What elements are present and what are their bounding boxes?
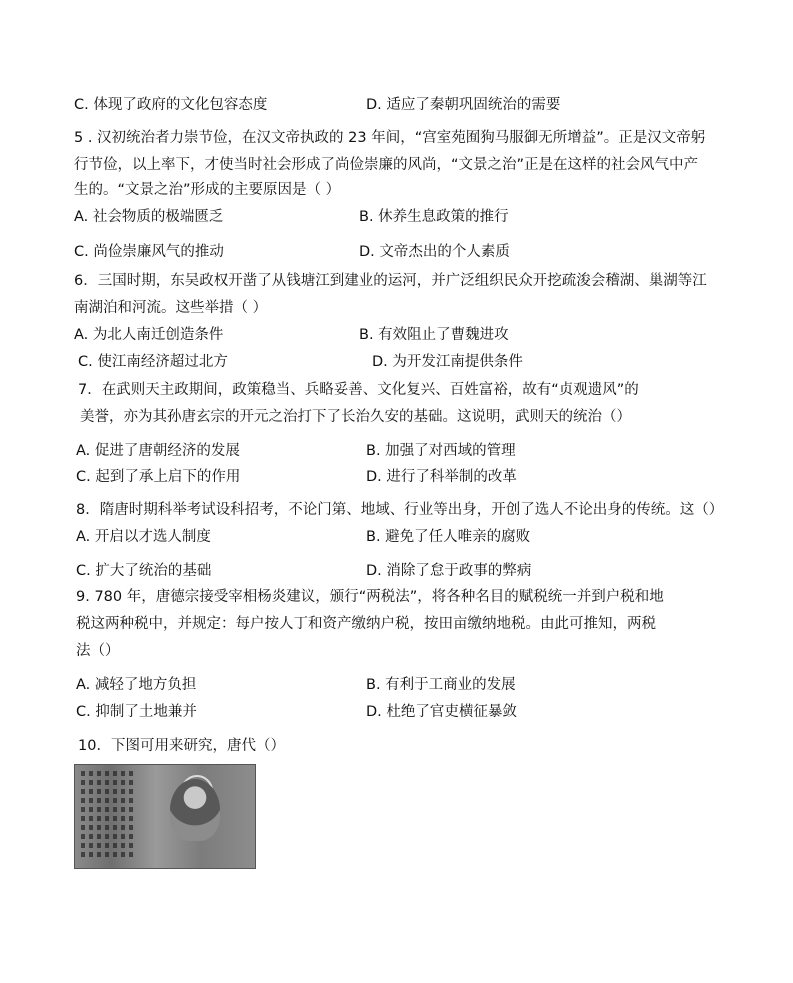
q4-option-c: C. 体现了政府的文化包容态度	[74, 97, 268, 113]
q6-option-a: A. 为北人南迁创造条件	[74, 327, 224, 343]
q7-option-a: A. 促进了唐朝经济的发展	[76, 443, 240, 459]
q9-option-c: C. 抑制了土地兼并	[76, 704, 197, 720]
q5-stem-line-2: 行节俭，以上率下，才使当时社会形成了尚俭崇廉的风尚，“文景之治”正是在这样的社会风气中产	[74, 157, 699, 173]
q9-stem-line-2: 税这两种税中，并规定：每户按人丁和资产缴纳户税，按田亩缴纳地税。由此可推知，两税	[76, 616, 656, 632]
q8-option-b: B. 避免了任人唯亲的腐败	[366, 529, 531, 545]
q6-option-c: C. 使江南经济超过北方	[78, 354, 228, 370]
q9-option-d: D. 杜绝了官吏横征暴敛	[366, 704, 517, 720]
q7-option-d: D. 进行了科举制的改革	[366, 469, 517, 485]
q5-option-d: D. 文帝杰出的个人素质	[359, 244, 510, 260]
q4-option-d: D. 适应了秦朝巩固统治的需要	[366, 97, 561, 113]
q6-stem-line-2: 南湖泊和河流。这些举措（ ）	[74, 300, 268, 316]
engraved-print-image	[74, 764, 256, 869]
q5-option-b: B. 休养生息政策的推行	[359, 209, 509, 225]
q8-option-d: D. 消除了怠于政事的弊病	[366, 563, 532, 579]
q7-option-c: C. 起到了承上启下的作用	[76, 469, 241, 485]
q5-option-a: A. 社会物质的极端匮乏	[74, 209, 224, 225]
q8-option-a: A. 开启以才选人制度	[76, 529, 211, 545]
q7-stem-line-1: 7．在武则天主政期间，政策稳当、兵略妥善、文化复兴、百姓富裕，故有“贞观遗风”的	[78, 382, 639, 398]
q9-stem-line-1: 9. 780 年，唐德宗接受宰相杨炎建议，颁行“两税法”，将各种名目的赋税统一并到户税和地	[76, 589, 664, 605]
seated-figure-icon	[170, 779, 220, 841]
q10-stem-line-1: 10．下图可用来研究，唐代（）	[78, 738, 285, 754]
q9-option-a: A. 减轻了地方负担	[76, 677, 197, 693]
q9-option-b: B. 有利于工商业的发展	[366, 677, 516, 693]
q8-option-c: C. 扩大了统治的基础	[76, 563, 212, 579]
q6-option-d: D. 为开发江南提供条件	[372, 354, 523, 370]
q5-stem-line-3: 生的。“文景之治”形成的主要原因是（ ）	[74, 182, 341, 198]
q5-stem-line-1: 5 . 汉初统治者力崇节俭，在汉文帝执政的 23 年间，“宫室苑囿狗马服御无所增益”。正是汉文帝躬	[74, 130, 706, 146]
q5-option-c: C. 尚俭崇廉风气的推动	[74, 244, 224, 260]
q6-option-b: B. 有效阻止了曹魏进攻	[359, 327, 509, 343]
q7-stem-line-2: 美誉，亦为其孙唐玄宗的开元之治打下了长治久安的基础。这说明，武则天的统治（）	[80, 409, 631, 425]
q9-stem-line-3: 法（）	[76, 643, 120, 659]
q8-stem-line-1: 8．隋唐时期科举考试设科招考，不论门第、地域、行业等出身，开创了选人不论出身的传统。这（）	[76, 502, 724, 518]
q7-option-b: B. 加强了对西域的管理	[366, 443, 516, 459]
q6-stem-line-1: 6．三国时期，东吴政权开凿了从钱塘江到建业的运河，并广泛组织民众开挖疏浚会稽湖、巢湖等江	[74, 273, 707, 289]
